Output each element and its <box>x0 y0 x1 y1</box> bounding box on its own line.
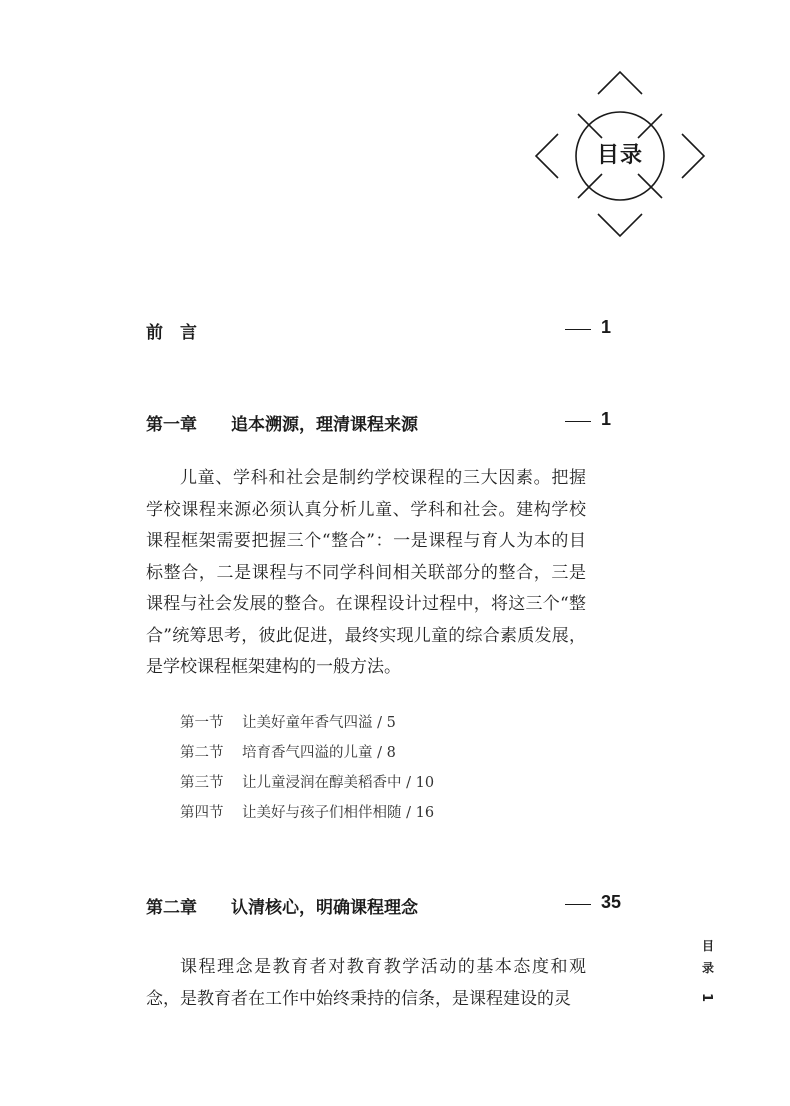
emblem-chevron-left <box>536 134 558 178</box>
toc-leader-dash <box>565 329 591 330</box>
section-number: 第一节 <box>180 715 224 731</box>
section-number: 第三节 <box>180 775 224 791</box>
section-title: 让美好童年香气四溢 / 5 <box>242 715 396 731</box>
toc-leader-dash <box>565 421 591 422</box>
toc-chapter-label: 第一章 <box>146 415 197 435</box>
section-number: 第四节 <box>180 805 224 821</box>
emblem-chevron-bottom <box>598 214 642 236</box>
toc-chapter-title: 认清核心，明确课程理念 <box>231 898 418 918</box>
chapter-2-intro: 课程理念是教育者对教育教学活动的基本态度和观念，是教育者在工作中始终秉持的信条，是课程建设的灵 <box>146 957 586 1009</box>
section-item[interactable] <box>180 741 396 762</box>
toc-entry-label: 前 言 <box>146 323 197 343</box>
toc-page-number: 35 <box>601 892 622 912</box>
toc-entry-chapter-1[interactable] <box>146 410 418 435</box>
emblem-chevron-right <box>682 134 704 178</box>
section-title: 培育香气四溢的儿童 / 8 <box>242 745 396 761</box>
toc-chapter-title: 追本溯源，理清课程来源 <box>231 415 418 435</box>
toc-page-number: 1 <box>601 317 612 337</box>
toc-chapter-label: 第二章 <box>146 898 197 918</box>
toc-page-number: 1 <box>601 409 612 429</box>
chapter-1-intro: 儿童、学科和社会是制约学校课程的三大因素。把握学校课程来源必须认真分析儿童、学科和社会。建构学校课程框架需要把握三个“整合”：一是课程与育人为本的目标整合，二是课程与不同学科间相关联部分的整合，三是课程与社会发展的整合。在课程设计过程中，将这三个“整合”统筹思考，彼此促进，最终实现儿童的综合素质发展，是学校课程框架建构的一般方法。 <box>146 468 586 677</box>
toc-entry-chapter-2[interactable] <box>146 893 418 918</box>
emblem-chevron-top <box>598 72 642 94</box>
folio-page-number: 1 <box>699 992 715 1003</box>
section-item[interactable] <box>180 771 434 792</box>
toc-title: 目录 <box>596 143 643 168</box>
section-item[interactable] <box>180 711 396 732</box>
section-title: 让美好与孩子们相伴相随 / 16 <box>242 805 435 821</box>
section-number: 第二节 <box>180 745 224 761</box>
section-item[interactable] <box>180 801 434 822</box>
running-header-char: 目 <box>702 939 715 953</box>
section-title: 让儿童浸润在醇美稻香中 / 10 <box>242 775 435 791</box>
toc-leader-dash <box>565 904 591 905</box>
running-header-char: 录 <box>702 961 715 975</box>
toc-entry-preface[interactable] <box>146 318 197 343</box>
